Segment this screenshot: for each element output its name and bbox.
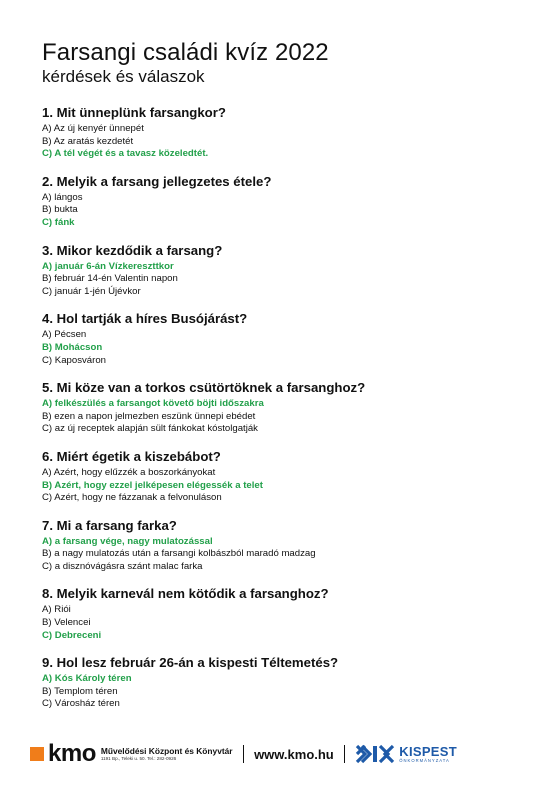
correct-answer: C) A tél végét és a tavasz közeledtét.	[42, 148, 209, 160]
answer-option: A) Pécsen	[42, 329, 87, 341]
divider	[344, 745, 346, 763]
answer-option: A) Riói	[42, 604, 71, 616]
question-title: 9. Hol lesz február 26-án a kispesti Téltemetés?	[42, 655, 339, 671]
answer-option: C) a disznóvágásra szánt malac farka	[42, 560, 203, 572]
correct-answer: A) a farsang vége, nagy mulatozással	[42, 535, 213, 547]
website-link[interactable]: www.kmo.hu	[254, 746, 334, 762]
question-title: 1. Mit ünneplünk farsangkor?	[42, 105, 226, 120]
correct-answer: B) Mohácson	[42, 341, 103, 353]
answer-option: B) Templom téren	[42, 685, 118, 697]
question-title: 7. Mi a farsang farka?	[42, 517, 177, 533]
kispest-name: KISPEST	[399, 743, 457, 759]
answer-option: B) Velencei	[42, 617, 91, 629]
org-address: 1191 Bp., Teleki u. 50. Tel.: 282-0926	[100, 756, 177, 761]
answer-option: B) február 14-én Valentin napon	[42, 273, 178, 285]
correct-answer: C) fánk	[42, 216, 75, 228]
answer-option: B) ezen a napon jelmezben eszünk ünnepi ebédet	[42, 410, 256, 422]
question-block	[42, 380, 522, 436]
answer-option: A) Az új kenyér ünnepét	[42, 123, 144, 134]
question-block	[42, 174, 522, 230]
quiz-page	[42, 40, 522, 724]
answer-option: C) Azért, hogy ne fázzanak a felvonuláson	[42, 492, 222, 504]
answer-option: B) a nagy mulatozás után a farsangi kolbászból maradó madzag	[42, 548, 316, 560]
question-block	[42, 586, 522, 642]
answer-option: A) Azért, hogy elűzzék a boszorkányokat	[42, 466, 216, 478]
answer-option: C) Városház téren	[42, 698, 120, 710]
org-name: Művelődési Központ és Könyvtár	[100, 746, 233, 756]
question-block	[42, 449, 522, 505]
answer-option: B) bukta	[42, 204, 78, 216]
correct-answer: C) Debreceni	[42, 629, 102, 641]
question-block	[42, 655, 522, 711]
answer-option: C) az új receptek alapján sült fánkokat kóstolgatják	[42, 423, 258, 435]
question-block	[42, 311, 522, 367]
kispest-subtitle: ÖNKORMÁNYZATA	[399, 757, 450, 763]
question-title: 5. Mi köze van a torkos csütörtöknek a farsanghoz?	[42, 380, 366, 396]
page-subtitle: kérdések és válaszok	[42, 67, 205, 86]
divider	[243, 745, 245, 763]
question-block	[42, 243, 522, 299]
question-title: 3. Mikor kezdődik a farsang?	[42, 242, 223, 258]
answer-option: A) lángos	[42, 191, 83, 203]
correct-answer: A) Kós Károly téren	[42, 673, 132, 685]
kmo-logo-square-icon	[30, 747, 44, 761]
answer-option: C) január 1-jén Újévkor	[42, 285, 141, 297]
question-block	[42, 518, 522, 574]
answer-option: B) Az aratás kezdetét	[42, 135, 134, 147]
correct-answer: A) január 6-án Vízkereszttkor	[42, 260, 174, 272]
kispest-xix-logo-icon	[355, 744, 395, 764]
question-list	[42, 105, 522, 711]
kmo-logo: kmo	[48, 740, 96, 767]
answer-option: C) Kaposváron	[42, 354, 106, 366]
question-block	[42, 105, 522, 161]
kispest-logo	[399, 745, 457, 764]
question-title: 4. Hol tartják a híres Busójárást?	[42, 311, 248, 327]
question-title: 8. Melyik karnevál nem kötődik a farsanghoz?	[42, 586, 329, 602]
org-info	[101, 746, 233, 762]
correct-answer: B) Azért, hogy ezzel jelképesen elégessék a telet	[42, 479, 263, 491]
page-title: Farsangi családi kvíz 2022	[42, 39, 329, 66]
question-title: 6. Miért égetik a kiszebábot?	[42, 448, 221, 464]
question-title: 2. Melyik a farsang jellegzetes étele?	[42, 173, 272, 189]
correct-answer: A) felkészülés a farsangot követő böjti időszakra	[42, 398, 264, 410]
footer	[30, 739, 530, 769]
